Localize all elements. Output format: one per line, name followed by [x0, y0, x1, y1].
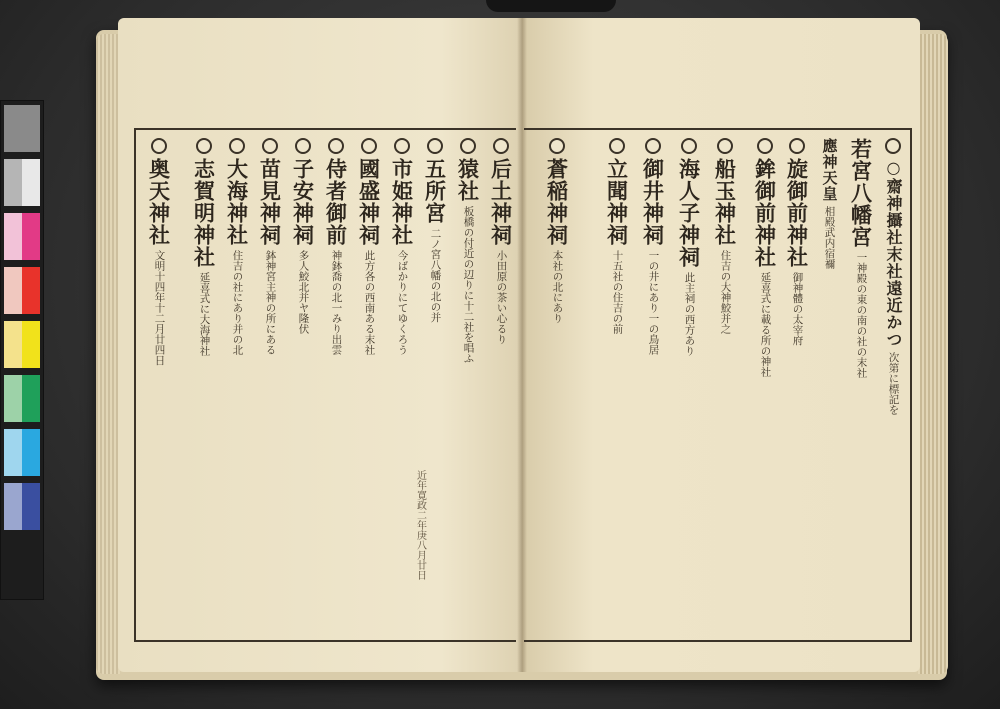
shrine-description: 住吉の社にあり并の北: [231, 250, 244, 355]
entry-marker-circle: [681, 138, 697, 154]
color-swatch: [4, 429, 22, 476]
shrine-name: 國盛神祠: [356, 158, 382, 246]
right-column-1: [880, 138, 906, 415]
shrine-name: 五所宮: [422, 158, 448, 224]
color-swatch: [4, 321, 22, 368]
entry-marker-circle: [196, 138, 212, 154]
shrine-name: 鉾御前神社: [752, 158, 778, 268]
color-swatch: [4, 483, 22, 530]
color-swatch: [4, 267, 22, 314]
right-column-5: [752, 138, 778, 377]
shrine-description: 十五社の住吉の前: [611, 250, 624, 334]
shrine-description: 此主祠の西方あり: [683, 272, 696, 356]
shrine-name: 蒼稲神祠: [544, 158, 570, 246]
left-column-2: [455, 138, 481, 364]
left-column-7: [290, 138, 316, 334]
entry-marker-circle: [717, 138, 733, 154]
color-swatch: [22, 159, 40, 206]
entry-marker-circle: [609, 138, 625, 154]
color-swatch: [4, 105, 40, 152]
color-swatch: [4, 213, 22, 260]
right-column-4: [784, 138, 810, 346]
deity-description: 相殿武内宿禰: [823, 206, 836, 269]
shrine-name: 御井神祠: [640, 158, 666, 246]
color-swatch: [22, 321, 40, 368]
entry-marker-circle: [394, 138, 410, 154]
shrine-name: 若宮八幡宮: [848, 138, 874, 248]
entry-marker-circle: [427, 138, 443, 154]
shrine-description: 小田原の茶い心るり: [495, 250, 508, 345]
right-column-9: [604, 138, 630, 334]
shrine-description: 本社の北にあり: [551, 250, 564, 324]
entry-marker-circle: [645, 138, 661, 154]
shrine-description: 延喜式に大海神社: [198, 272, 211, 356]
shrine-description: 一神殿の東の南の社の末社: [855, 252, 868, 378]
left-column-5: [356, 138, 382, 355]
entry-marker-circle: [885, 138, 901, 154]
book-clip-top: [486, 0, 616, 12]
shrine-name: 子安神祠: [290, 158, 316, 246]
shrine-name: 猿社: [455, 158, 481, 202]
left-column-10: [191, 138, 217, 356]
shrine-description: 文明十四年十二月廿四日: [153, 250, 166, 366]
color-swatch: [4, 159, 22, 206]
shrine-description: 御神體の太宰府: [791, 272, 804, 346]
date-note: 近年寛政二年庚八月廿日: [414, 470, 426, 580]
entry-marker-circle: [789, 138, 805, 154]
entry-marker-circle: [361, 138, 377, 154]
shrine-name: 侍者御前: [323, 158, 349, 246]
right-column-10: [544, 138, 570, 324]
entry-marker-circle: [460, 138, 476, 154]
color-swatch: [22, 375, 40, 422]
entry-marker-circle: [295, 138, 311, 154]
shrine-description: 多人鮫北并ヤ隆伏: [297, 250, 310, 334]
section-heading: ○齋神攝社末社遠近かつ: [884, 158, 903, 348]
color-swatch: [22, 267, 40, 314]
right-column-2: [848, 138, 874, 378]
entry-marker-circle: [493, 138, 509, 154]
entry-marker-circle: [549, 138, 565, 154]
left-column-1: [488, 138, 514, 345]
left-column-3: [422, 138, 448, 323]
page-edges-right: [918, 34, 948, 674]
right-column-3: [816, 138, 842, 269]
right-column-7: [676, 138, 702, 356]
shrine-name: 志賀明神社: [191, 158, 217, 268]
right-column-6: [712, 138, 738, 334]
color-swatch: [4, 375, 22, 422]
entry-marker-circle: [757, 138, 773, 154]
shrine-name: 大海神社: [224, 158, 250, 246]
shrine-name: 苗見神祠: [257, 158, 283, 246]
entry-marker-circle: [229, 138, 245, 154]
left-column-6: [323, 138, 349, 355]
shrine-name: 后土神祠: [488, 158, 514, 246]
shrine-name: 奥天神社: [146, 158, 172, 246]
shrine-name: 市姫神社: [389, 158, 415, 246]
shrine-name: 船玉神社: [712, 158, 738, 246]
left-column-9: [224, 138, 250, 355]
entry-marker-circle: [328, 138, 344, 154]
color-swatch: [22, 483, 40, 530]
right-column-8: [640, 138, 666, 355]
color-swatch: [22, 213, 40, 260]
section-note: 次第に標記を: [887, 352, 900, 415]
entry-marker-circle: [151, 138, 167, 154]
shrine-description: 一の井にあり一の鳥居: [647, 250, 660, 355]
shrine-description: 此方各の西南ある末社: [363, 250, 376, 355]
left-column-11: [146, 138, 172, 366]
shrine-description: 今ばかりにてゆくろう: [396, 250, 409, 355]
color-swatch: [22, 429, 40, 476]
left-column-8: [257, 138, 283, 355]
shrine-name: 海人子神祠: [676, 158, 702, 268]
shrine-description: 二ノ宮八幡の北の并: [429, 228, 442, 323]
color-calibration-strip: [0, 100, 44, 600]
shrine-description: 神鉢喬の北一みり出雲: [330, 250, 343, 355]
shrine-description: 住吉の大神鮫并之: [719, 250, 732, 334]
shrine-name: 立聞神祠: [604, 158, 630, 246]
entry-marker-circle: [262, 138, 278, 154]
shrine-description: 延喜式に載る所の神社: [759, 272, 772, 377]
left-column-4: [389, 138, 415, 355]
page-edges-left: [96, 34, 120, 674]
deity-name: 應神天皇: [820, 138, 839, 202]
shrine-name: 旋御前神社: [784, 158, 810, 268]
shrine-description: 板橋の付近の辺りに十二社を唱ふ: [462, 206, 475, 364]
shrine-description: 鉢神宮主神の所にある: [264, 250, 277, 355]
